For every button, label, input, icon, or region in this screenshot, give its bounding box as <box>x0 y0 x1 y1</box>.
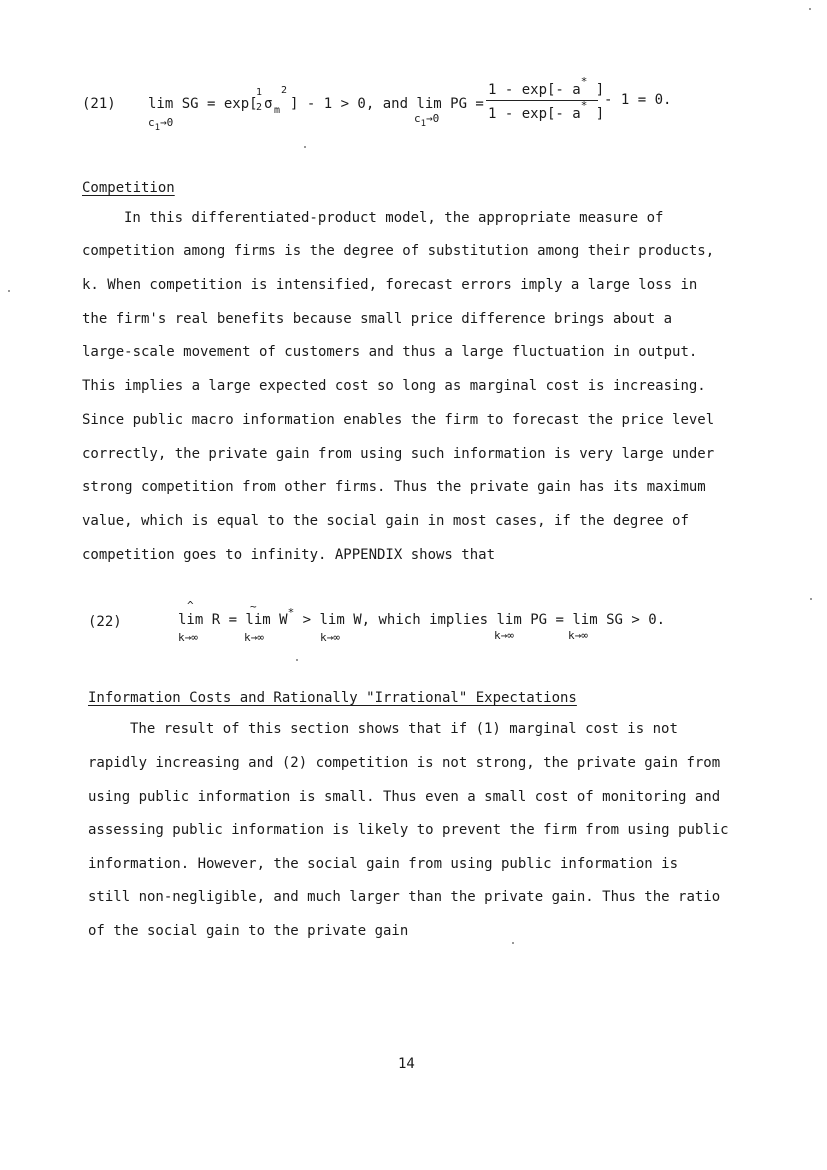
scan-speck <box>304 146 306 148</box>
fraction-numerator: 1 - exp[- a* ] <box>488 75 605 98</box>
text-line: of the social gain to the private gain <box>88 923 409 939</box>
text-line: correctly, the private gain from using such information is very large under <box>82 446 715 462</box>
page-number: 14 <box>398 1056 415 1072</box>
eq22-lim-r-w: lim R = lim W* > lim W, which implies lim PG = lim SG > 0. <box>178 606 666 628</box>
text-line: k. When competition is intensified, forecast errors imply a large loss in <box>82 277 698 293</box>
hat-accent: ^ <box>187 599 194 612</box>
text-line: In this differentiated-product model, the appropriate measure of <box>124 210 664 226</box>
sigma-superscript: 2 <box>281 85 288 96</box>
text-line: still non-negligible, and much larger than the private gain. Thus the ratio <box>88 889 721 905</box>
text-line: The result of this section shows that if (1) marginal cost is not <box>130 721 678 737</box>
text-line: large-scale movement of customers and thus a large fluctuation in output. <box>82 344 698 360</box>
text-line: information. However, the social gain from using public information is <box>88 856 679 872</box>
lim-subscript: k→∞ <box>568 629 588 642</box>
fraction-denominator: 1 - exp[- a* ] <box>488 99 605 122</box>
text-line: value, which is equal to the social gain in most cases, if the degree of <box>82 513 689 529</box>
scan-speck <box>512 942 514 944</box>
text-line: This implies a large expected cost so long as marginal cost is increasing. <box>82 378 706 394</box>
text-line: strong competition from other firms. Thus the private gain has its maximum <box>82 479 706 495</box>
eq21-lim-sg: lim SG = exp[ <box>148 96 258 112</box>
scan-speck <box>810 598 812 600</box>
section-heading-information-costs: Information Costs and Rationally "Irrational" Expectations <box>88 690 577 706</box>
lim-subscript: k→∞ <box>320 631 340 644</box>
lim-subscript: k→∞ <box>244 631 264 644</box>
scan-speck <box>296 659 298 661</box>
text-line: assessing public information is likely to prevent the firm from using public <box>88 822 729 838</box>
scan-speck <box>8 290 10 292</box>
half-numerator: 1 <box>256 87 263 98</box>
text-line: using public information is small. Thus even a small cost of monitoring and <box>88 789 721 805</box>
text-line: Since public macro information enables the firm to forecast the price level <box>82 412 715 428</box>
sigma-subscript: m <box>274 105 281 116</box>
eq21-and-lim-pg: ] - 1 > 0, and lim PG = <box>290 96 484 112</box>
sigma-symbol: σ <box>264 96 273 112</box>
equation-number: (21) <box>82 96 116 112</box>
lim-subscript-2: $c_1\to 0$ <box>414 112 440 129</box>
text-line: competition goes to infinity. APPENDIX shows that <box>82 547 496 563</box>
lim-subscript: k→∞ <box>494 629 514 642</box>
scan-speck <box>809 8 811 10</box>
lim-subscript-1: $c_1\to 0$ <box>148 116 174 133</box>
text-line: the firm's real benefits because small price difference brings about a <box>82 311 673 327</box>
section-heading-competition: Competition <box>82 180 175 196</box>
equation-number: (22) <box>88 614 122 630</box>
text-line: rapidly increasing and (2) competition is not strong, the private gain from <box>88 755 721 771</box>
text-line: competition among firms is the degree of substitution among their products, <box>82 243 715 259</box>
half-denominator: 2 <box>256 102 263 113</box>
tilde-accent: ~ <box>250 600 257 613</box>
eq21-tail: - 1 = 0. <box>604 92 672 108</box>
lim-subscript: k→∞ <box>178 631 198 644</box>
